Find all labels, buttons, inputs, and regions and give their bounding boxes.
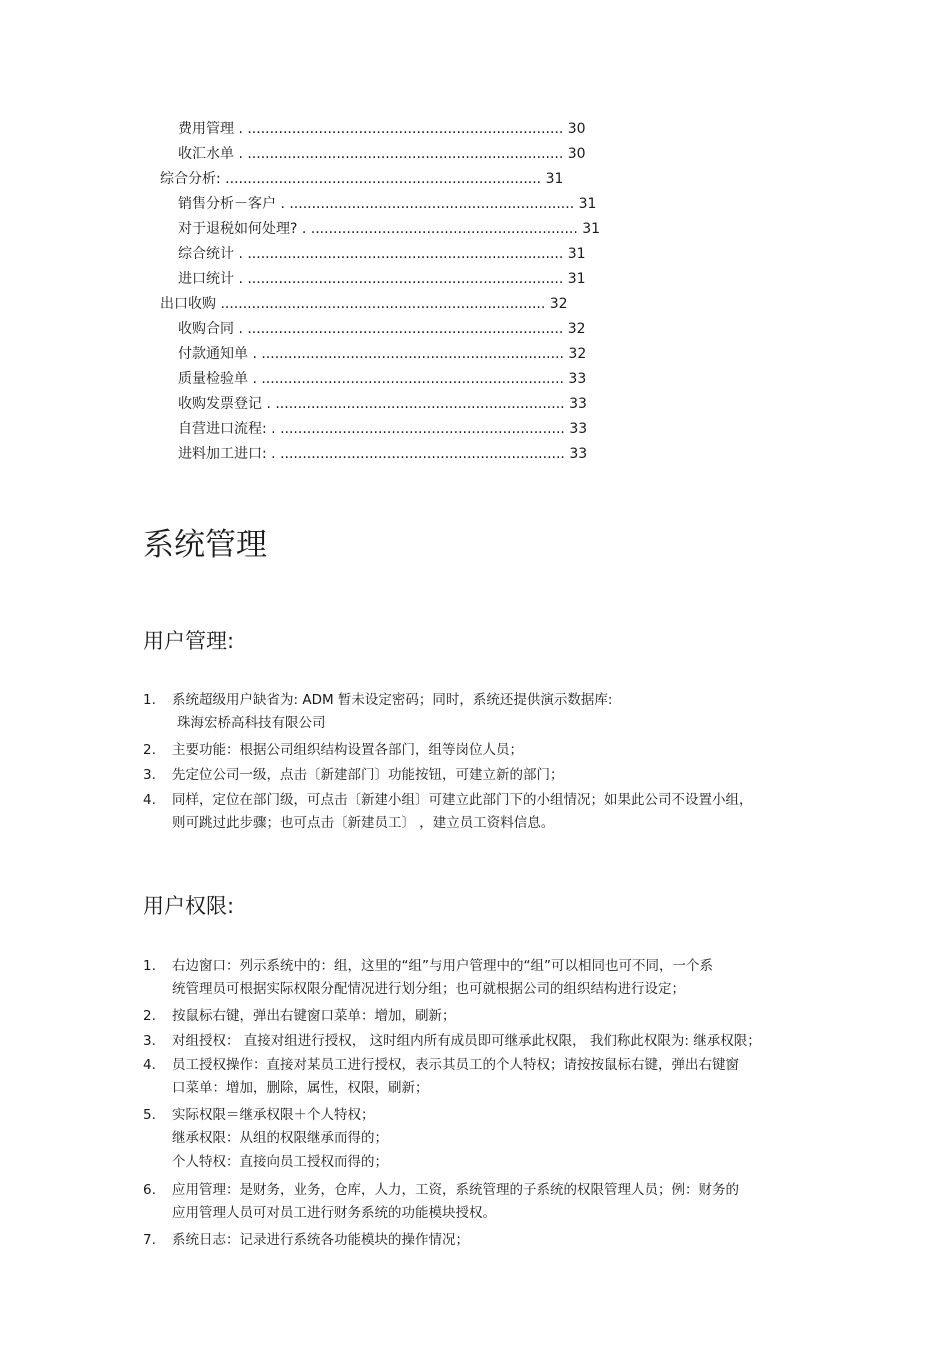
list-text: 实际权限＝继承权限＋个人特权； — [172, 1107, 375, 1123]
list-text: 系统日志：记录进行系统各功能模块的操作情况； — [172, 1232, 469, 1248]
list-text: 则可跳过此步骤；也可点击〔新建员工〕 ，建立员工资料信息。 — [172, 815, 555, 831]
list-number: 1. — [143, 958, 156, 974]
list-text: 员工授权操作：直接对某员工进行授权，表示其员工的个人特权；请按按鼠标右键，弹出右键窗 — [172, 1057, 739, 1073]
list-text: 应用管理人员可对员工进行财务系统的功能模块授权。 — [172, 1205, 496, 1221]
list-number: 1. — [143, 692, 156, 708]
toc-entry[interactable]: 销售分析－客户 . ................................................................ 31 — [178, 196, 597, 212]
list-text: 口菜单：增加，删除，属性，权限，刷新； — [172, 1080, 429, 1096]
toc-entry[interactable]: 综合分析: ....................................................................... 31 — [160, 171, 564, 187]
toc-entry[interactable]: 收购合同 . ....................................................................... 32 — [178, 321, 586, 337]
list-number: 3. — [143, 767, 156, 783]
heading-user-permissions: 用户权限: — [143, 894, 235, 918]
list-text: 应用管理：是财务，业务，仓库，人力，工资，系统管理的子系统的权限管理人员；例：财务的 — [172, 1182, 739, 1198]
toc-entry[interactable]: 付款通知单 . .................................................................... 32 — [178, 346, 587, 362]
list-number: 6. — [143, 1182, 156, 1198]
list-text: 先定位公司一级，点击〔新建部门〕功能按钮，可建立新的部门； — [172, 767, 564, 783]
toc-entry[interactable]: 进料加工进口: . ................................................................ 33 — [178, 446, 588, 462]
toc-entry[interactable]: 收汇水单 . ....................................................................... 30 — [178, 146, 586, 162]
toc-entry[interactable]: 对于退税如何处理? . ............................................................ 31 — [178, 221, 601, 237]
toc-entry[interactable]: 收购发票登记 . ................................................................. 33 — [178, 396, 587, 412]
toc-entry[interactable]: 综合统计 . ....................................................................... 31 — [178, 246, 586, 262]
list-number: 4. — [143, 1057, 156, 1073]
list-text: 右边窗口：列示系统中的：组，这里的“组”与用户管理中的“组”可以相同也可不同，一个系 — [172, 958, 713, 974]
list-number: 5. — [143, 1107, 156, 1123]
toc-entry[interactable]: 出口收购 ......................................................................... 32 — [160, 296, 568, 312]
list-text: 继承权限：从组的权限继承而得的； — [172, 1130, 388, 1146]
list-text: 统管理员可根据实际权限分配情况进行划分组；也可就根据公司的组织结构进行设定； — [172, 981, 685, 997]
list-text: 主要功能：根据公司组织结构设置各部门，组等岗位人员； — [172, 742, 523, 758]
toc-entry[interactable]: 费用管理 . ....................................................................... 30 — [178, 121, 586, 137]
toc-entry[interactable]: 进口统计 . ....................................................................... 31 — [178, 271, 586, 287]
toc-entry[interactable]: 自营进口流程: . ................................................................ 33 — [178, 421, 588, 437]
list-number: 3. — [143, 1033, 156, 1049]
toc-entry[interactable]: 质量检验单 . .................................................................... 33 — [178, 371, 587, 387]
list-text: 个人特权：直接向员工授权而得的； — [172, 1154, 388, 1170]
list-number: 4. — [143, 792, 156, 808]
heading-user-management: 用户管理: — [143, 629, 235, 653]
list-text: 按鼠标右键，弹出右键窗口菜单：增加，刷新； — [172, 1008, 456, 1024]
list-number: 2. — [143, 1008, 156, 1024]
list-text: 珠海宏桥高科技有限公司 — [177, 715, 326, 731]
list-text: 同样，定位在部门级，可点击〔新建小组〕可建立此部门下的小组情况；如果此公司不设置小组， — [172, 792, 753, 808]
list-number: 7. — [143, 1232, 156, 1248]
list-text: 对组授权： 直接对组进行授权， 这时组内所有成员即可继承此权限， 我们称此权限为: 继承权限； — [172, 1033, 761, 1049]
section-title: 系统管理 — [143, 527, 267, 563]
list-number: 2. — [143, 742, 156, 758]
list-text: 系统超级用户缺省为: ADM 暂未设定密码；同时，系统还提供演示数据库: — [172, 692, 613, 708]
